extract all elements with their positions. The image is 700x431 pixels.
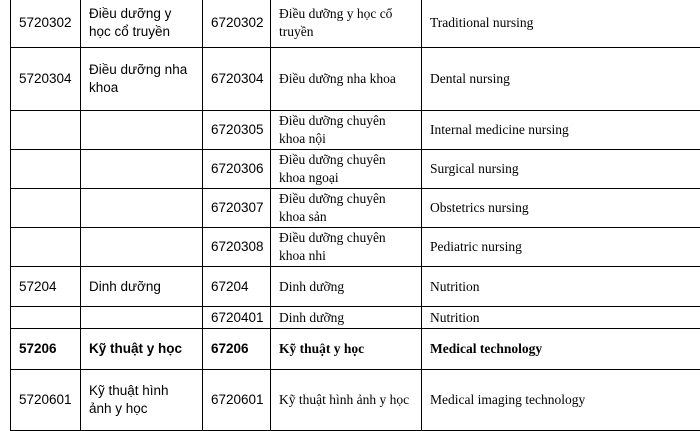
vocational-name: Điều dưỡng y học cổ truyền (81, 0, 203, 48)
college-name: Điều dưỡng chuyên khoa sản (271, 189, 422, 228)
vocational-code (11, 228, 81, 267)
english-name: Dental nursing (422, 48, 700, 111)
college-name: Kỹ thuật hình ảnh y học (271, 370, 422, 431)
college-code: 67204 (203, 267, 271, 307)
college-name: Điều dưỡng y học cổ truyền (271, 0, 422, 48)
english-name: Pediatric nursing (422, 228, 700, 267)
vocational-code: 5720302 (11, 0, 81, 48)
english-name: Surgical nursing (422, 150, 700, 189)
vocational-code: 57204 (11, 267, 81, 307)
table-row (11, 0, 700, 48)
table-row-group-heading (11, 329, 700, 370)
table-row (11, 150, 700, 189)
college-code: 6720308 (203, 228, 271, 267)
table-row (11, 111, 700, 150)
vocational-name (81, 111, 203, 150)
college-code: 6720307 (203, 189, 271, 228)
college-code: 6720302 (203, 0, 271, 48)
college-name: Điều dưỡng nha khoa (271, 48, 422, 111)
english-name: Nutrition (422, 307, 700, 329)
college-name: Dinh dưỡng (271, 307, 422, 329)
table-row (11, 370, 700, 431)
english-name: Medical imaging technology (422, 370, 700, 431)
english-name: Nutrition (422, 267, 700, 307)
vocational-name (81, 307, 203, 329)
vocational-code: 5720601 (11, 370, 81, 431)
college-name: Kỹ thuật y học (271, 329, 422, 370)
vocational-name (81, 228, 203, 267)
table-row (11, 48, 700, 111)
vocational-code (11, 307, 81, 329)
vocational-name: Điều dưỡng nha khoa (81, 48, 203, 111)
table-row (11, 307, 700, 329)
college-code: 6720305 (203, 111, 271, 150)
english-name: Medical technology (422, 329, 700, 370)
vocational-code (11, 111, 81, 150)
college-code: 6720304 (203, 48, 271, 111)
vocational-name: Kỹ thuật y học (81, 329, 203, 370)
college-code: 67206 (203, 329, 271, 370)
code-table (10, 0, 700, 431)
college-name: Điều dưỡng chuyên khoa ngoại (271, 150, 422, 189)
college-name: Điều dưỡng chuyên khoa nhi (271, 228, 422, 267)
vocational-name (81, 150, 203, 189)
english-name: Internal medicine nursing (422, 111, 700, 150)
vocational-name: Dinh dưỡng (81, 267, 203, 307)
vocational-code (11, 150, 81, 189)
college-code: 6720401 (203, 307, 271, 329)
vocational-code: 57206 (11, 329, 81, 370)
vocational-code: 5720304 (11, 48, 81, 111)
table-row (11, 267, 700, 307)
vocational-name: Kỹ thuật hình ảnh y học (81, 370, 203, 431)
college-name: Điều dưỡng chuyên khoa nội (271, 111, 422, 150)
vocational-code (11, 189, 81, 228)
college-code: 6720601 (203, 370, 271, 431)
table-row (11, 189, 700, 228)
vocational-name (81, 189, 203, 228)
table-row (11, 228, 700, 267)
english-name: Traditional nursing (422, 0, 700, 48)
college-name: Dinh dưỡng (271, 267, 422, 307)
college-code: 6720306 (203, 150, 271, 189)
english-name: Obstetrics nursing (422, 189, 700, 228)
